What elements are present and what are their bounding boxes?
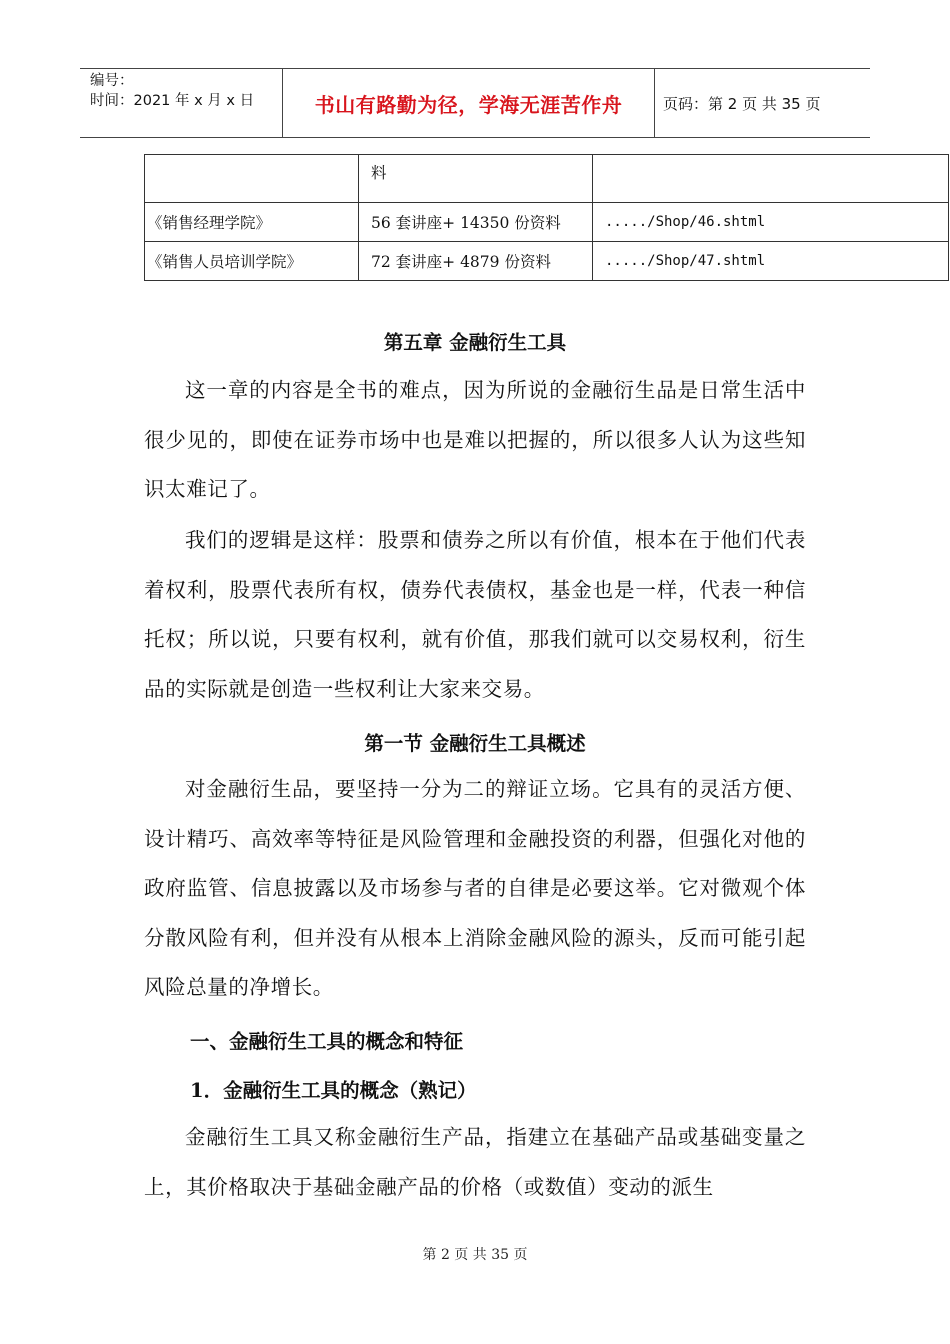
table-row xyxy=(145,155,949,203)
table-cell: 72 套讲座+ 4879 份资料 xyxy=(359,242,593,281)
number-label: 编号： xyxy=(90,73,134,89)
table-cell xyxy=(145,155,359,203)
subheading: 1．金融衍生工具的概念（熟记） xyxy=(190,1079,477,1102)
subheading: 一、金融衍生工具的概念和特征 xyxy=(190,1030,464,1053)
table-row xyxy=(145,242,949,281)
resource-table xyxy=(144,154,949,281)
section-title: 第一节 金融衍生工具概述 xyxy=(364,732,586,755)
header-divider xyxy=(654,69,655,137)
table-cell: 《销售经理学院》 xyxy=(145,203,359,242)
paragraph: 这一章的内容是全书的难点，因为所说的金融衍生品是日常生活中很少见的，即使在证券市场中也是难以把握的，所以很多人认为这些知识太难记了。 xyxy=(144,378,806,501)
paragraph: 我们的逻辑是这样：股票和债券之所以有价值，根本在于他们代表着权利，股票代表所有权，债券代表债权，基金也是一样，代表一种信托权；所以说，只要有权利，就有价值，那我们就可以交易权利，衍生品的实际就是创造一些权利让大家来交易。 xyxy=(144,528,806,701)
table-cell: 56 套讲座+ 14350 份资料 xyxy=(359,203,593,242)
page-footer: 第 2 页 共 35 页 xyxy=(422,1247,528,1263)
header-meta xyxy=(80,69,282,137)
paragraph: 金融衍生工具又称金融衍生产品，指建立在基础产品或基础变量之上，其价格取决于基础金融产品的价格（或数值）变动的派生 xyxy=(144,1125,806,1199)
table-cell: 料 xyxy=(359,155,593,203)
header-page-code: 页码：第 2 页 共 35 页 xyxy=(663,94,821,113)
table-row xyxy=(145,203,949,242)
header-motto: 书山有路勤为径，学海无涯苦作舟 xyxy=(314,92,623,117)
page-header xyxy=(80,68,870,138)
table-cell: 《销售人员培训学院》 xyxy=(145,242,359,281)
chapter-title: 第五章 金融衍生工具 xyxy=(383,331,567,354)
table-cell xyxy=(593,155,949,203)
table-link-cell[interactable]: ...../Shop/46.shtml xyxy=(593,203,949,242)
table-link-cell[interactable]: ...../Shop/47.shtml xyxy=(593,242,949,281)
paragraph: 对金融衍生品，要坚持一分为二的辩证立场。它具有的灵活方便、设计精巧、高效率等特征是风险管理和金融投资的利器，但强化对他的政府监管、信息披露以及市场参与者的自律是必要这举。它对微观个体分散风险有利，但并没有从根本上消除金融风险的源头，反而可能引起风险总量的净增长。 xyxy=(144,777,806,999)
time-label: 时间：2021 年 x 月 x 日 xyxy=(90,93,255,109)
